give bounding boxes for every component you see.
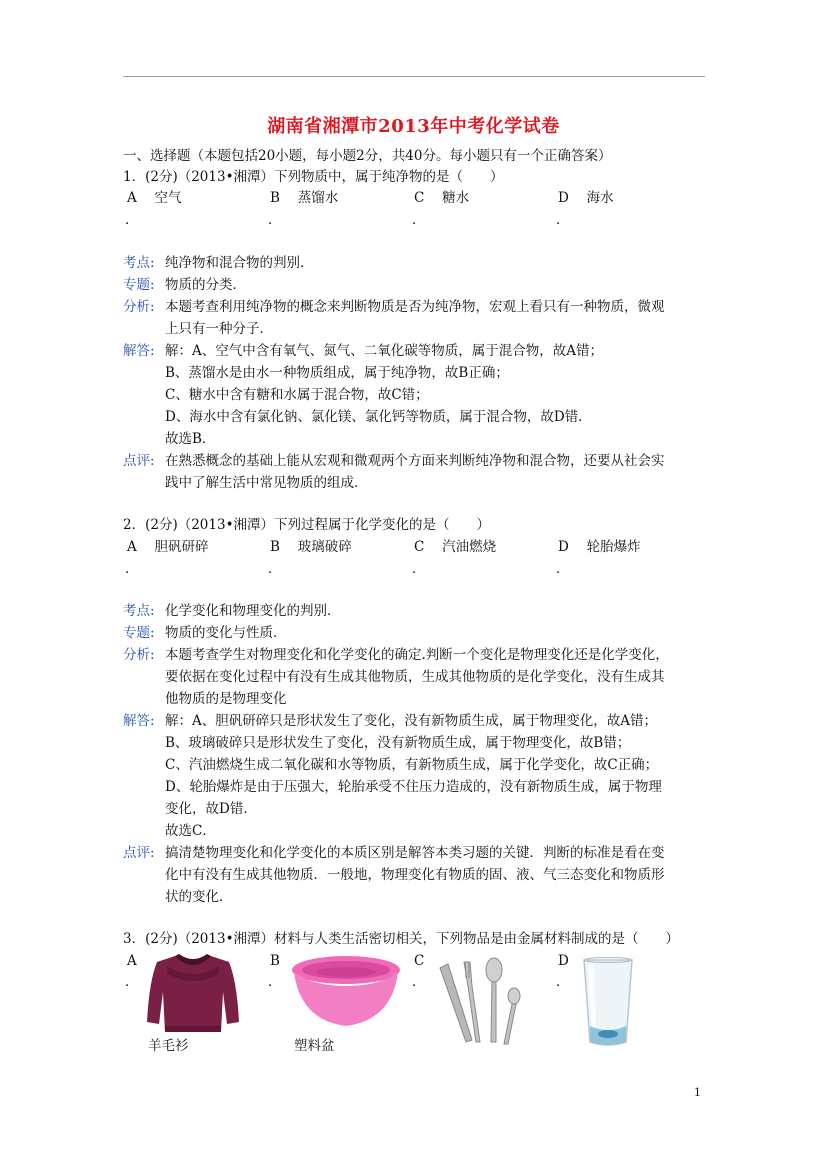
q1-option-dot: ．: [412, 212, 426, 228]
q1-kaodian: 考点: 纯净物和混合物的判别．: [123, 255, 314, 271]
q1-option-dot: ．: [556, 212, 570, 228]
q3-option-dot: ．: [268, 974, 282, 990]
q3-option-letter: B: [270, 953, 280, 969]
question-1-stem: 1．(2分)（2013•湘潭）下列物质中，属于纯净物的是（ ）: [123, 169, 504, 185]
q2-option-dot: ．: [412, 561, 426, 577]
page-number: 1: [694, 1086, 701, 1099]
page-title: 湖南省湘潭市2013年中考化学试卷: [267, 116, 560, 137]
q2-jieda-line: 变化，故D错．: [165, 801, 257, 817]
q2-jieda: 解答: 解：A、胆矾研碎只是形状发生了变化，没有新物质生成，属于物理变化，故A错；: [123, 713, 657, 729]
sweater-image: [145, 952, 241, 1034]
q1-zhuanti: 专题: 物质的分类．: [123, 277, 246, 293]
q3-option-dot: ．: [125, 974, 139, 990]
q2-jieda-line: B、玻璃破碎只是形状发生了变化，没有新物质生成，属于物理变化，故B错；: [165, 735, 631, 751]
glass-cup-image: [580, 956, 636, 1048]
q2-dianping-line: 状的变化．: [165, 889, 233, 905]
q1-fenxi: 分析: 本题考查利用纯净物的概念来判断物质是否为纯净物，宏观上看只有一种物质，微观: [123, 299, 665, 315]
q1-fenxi-line: 上只有一种分子．: [165, 321, 273, 337]
q1-jieda-line: B、蒸馏水是由水一种物质组成，属于纯净物，故B正确；: [165, 365, 509, 381]
q2-option-dot: ．: [268, 561, 282, 577]
q2-zhuanti: 专题: 物质的变化与性质．: [123, 625, 287, 641]
q2-dianping: 点评: 搞清楚物理变化和化学变化的本质区别是解答本类习题的关键．判断的标准是看在变: [123, 845, 665, 861]
q3-option-dot: ．: [412, 974, 426, 990]
q1-dianping: 点评: 在熟悉概念的基础上能从宏观和微观两个方面来判断纯净物和混合物，还要从社会实: [123, 453, 665, 469]
q2-dianping-line: 化中有没有生成其他物质．一般地，物理变化有物质的固、液、气三态变化和物质形: [165, 867, 665, 883]
q2-jieda-line: C、汽油燃烧生成二氧化碳和水等物质，有新物质生成，属于化学变化，故C正确；: [165, 757, 659, 773]
q2-fenxi: 分析: 本题考查学生对物理变化和化学变化的确定.判断一个变化是物理变化还是化学变化，: [123, 647, 669, 663]
section-heading: 一、选择题（本题包括20小题，每小题2分，共40分。每小题只有一个正确答案）: [123, 148, 612, 164]
q2-fenxi-line: 要依据在变化过程中有没有生成其他物质，生成其他物质的是化学变化，没有生成其: [165, 669, 665, 685]
q2-option-a: A 胆矾研碎: [127, 539, 209, 555]
q2-option-dot: ．: [125, 561, 139, 577]
q2-kaodian: 考点: 化学变化和物理变化的判别．: [123, 603, 341, 619]
q1-option-c: C 糖水: [414, 190, 470, 206]
question-2-stem: 2．(2分)（2013•湘潭）下列过程属于化学变化的是（ ）: [123, 517, 491, 533]
q1-option-dot: ．: [268, 212, 282, 228]
q3-caption-a: 羊毛衫: [148, 1038, 189, 1054]
q2-option-dot: ．: [556, 561, 570, 577]
q1-dianping-line: 践中了解生活中常见物质的组成．: [165, 475, 368, 491]
q2-jieda-line: 故选C．: [165, 823, 216, 839]
metal-cutlery-image: [436, 956, 526, 1046]
q1-option-b: B 蒸馏水: [270, 190, 339, 206]
q1-jieda: 解答: 解：A、空气中含有氧气、氮气、二氧化碳等物质，属于混合物，故A错；: [123, 343, 603, 359]
q3-option-letter: C: [414, 953, 425, 969]
q2-jieda-line: D、轮胎爆炸是由于压强大，轮胎承受不住压力造成的，没有新物质生成，属于物理: [165, 779, 662, 795]
q1-jieda-line: C、糖水中含有糖和水属于混合物，故C错；: [165, 387, 429, 403]
q2-option-b: B 玻璃破碎: [270, 539, 352, 555]
q1-jieda-line: 故选B．: [165, 431, 216, 447]
q1-option-d: D 海水: [558, 190, 614, 206]
question-3-stem: 3．(2分)（2013•湘潭）材料与人类生活密切相关，下列物品是由金属材料制成的是（ ）: [123, 931, 680, 947]
q3-option-letter: D: [558, 953, 569, 969]
q2-fenxi-line: 他物质的是物理变化: [165, 691, 287, 707]
header-rule: [123, 76, 705, 77]
q3-option-letter: A: [127, 953, 137, 969]
plastic-basin-image: [290, 954, 402, 1030]
q1-jieda-line: D、海水中含有氯化钠、氯化镁、氯化钙等物质，属于混合物，故D错．: [165, 409, 592, 425]
q1-option-dot: ．: [125, 212, 139, 228]
q3-caption-b: 塑料盆: [294, 1038, 335, 1054]
q2-option-d: D 轮胎爆炸: [558, 539, 641, 555]
q1-option-a: A 空气: [127, 190, 182, 206]
q3-option-dot: ．: [556, 974, 570, 990]
q2-option-c: C 汽油燃烧: [414, 539, 497, 555]
